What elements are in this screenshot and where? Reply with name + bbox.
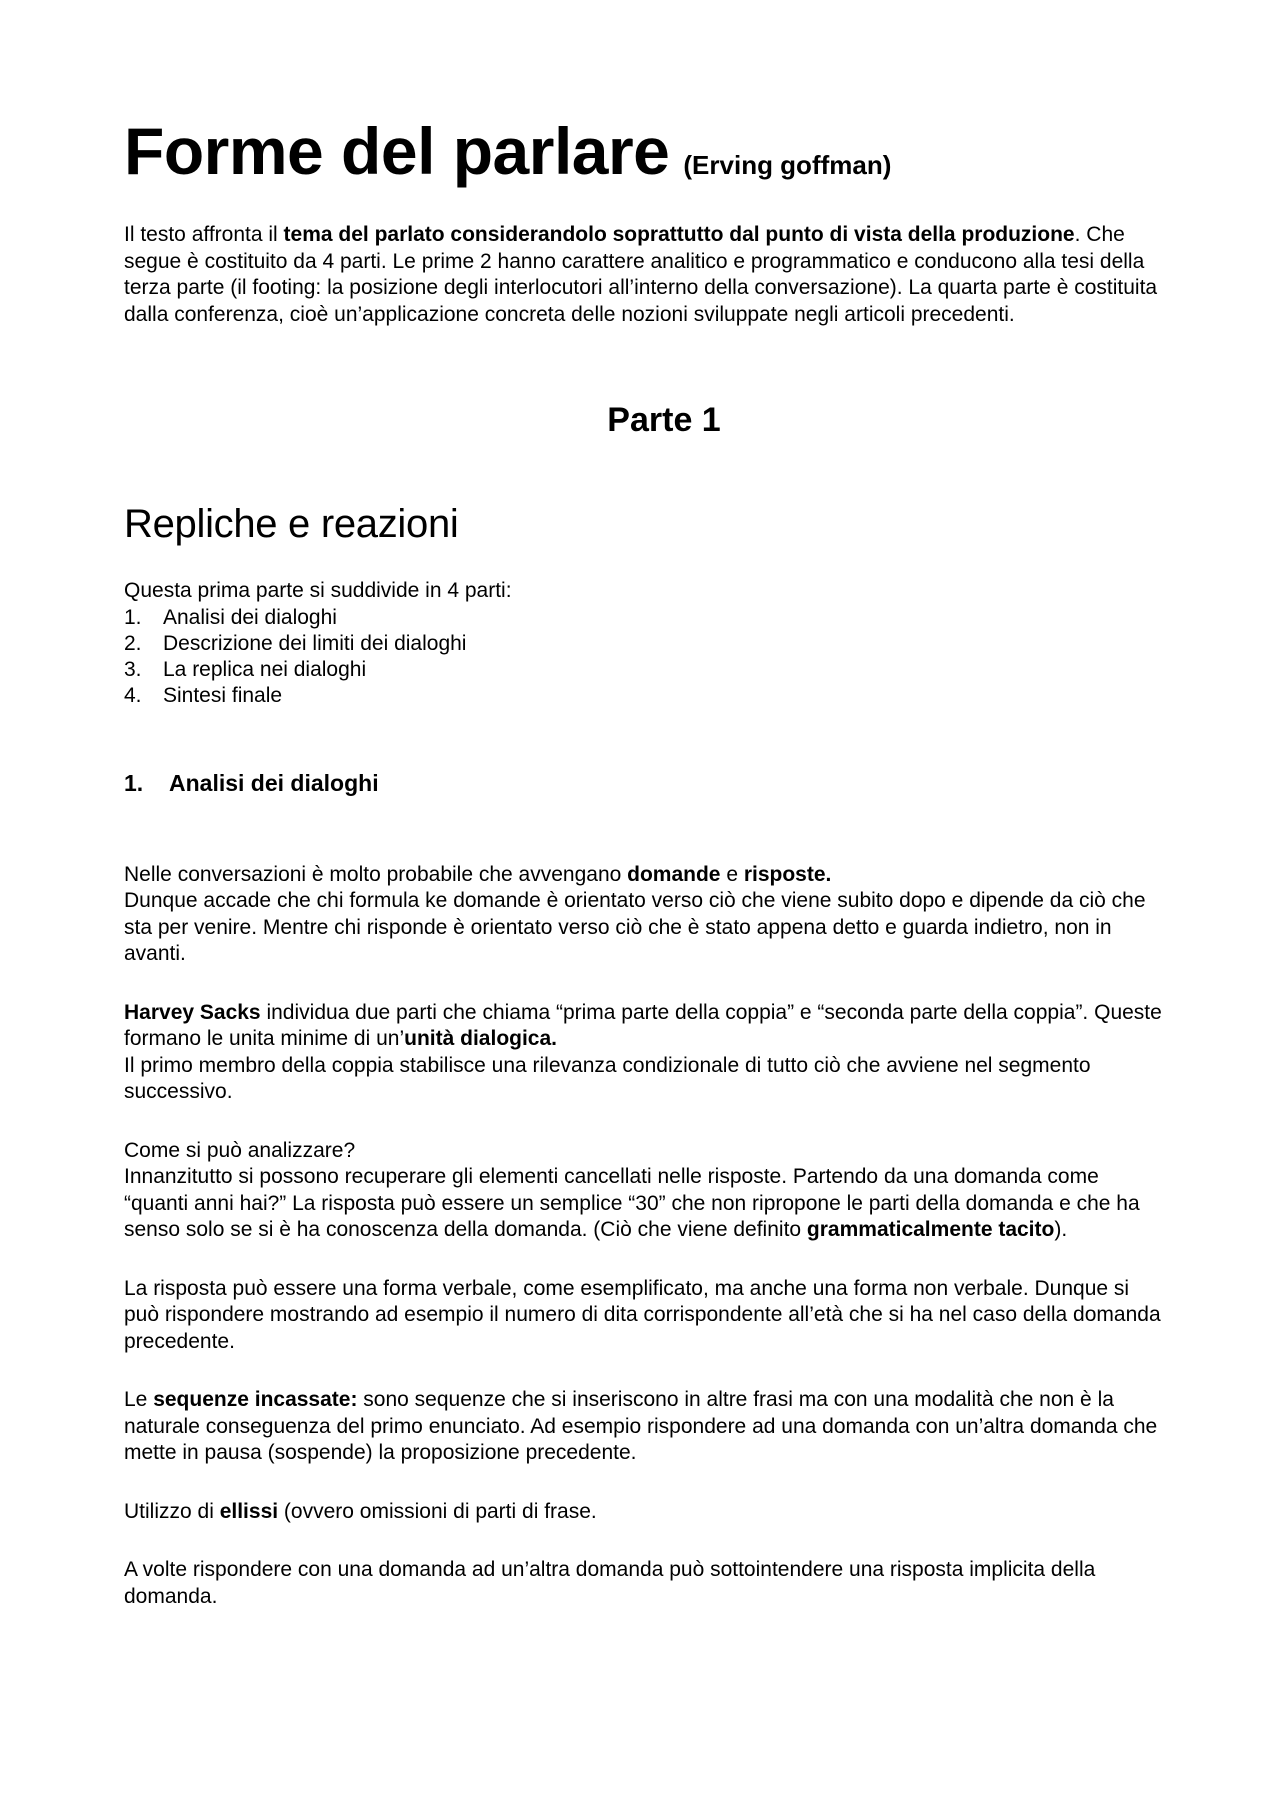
outline-item-label: Descrizione dei limiti dei dialoghi [163, 631, 467, 655]
outline-item [124, 631, 1164, 657]
paragraph-harvey-sacks [124, 1000, 1164, 1106]
outline-item [124, 657, 1164, 683]
title-subtitle-author: (Erving goffman) [683, 150, 892, 180]
paragraph-ellissi [124, 1499, 1164, 1526]
p1-text-1: Nelle conversazioni è molto probabile che avvengano [124, 862, 628, 886]
outline-item [124, 683, 1164, 709]
p4-text: La risposta può essere una forma verbale, come esemplificato, ma anche una forma non verbale. Dunque si può rispondere mostrando ad esempio il numero di dita corrispondente all’età che si ha nel caso della domanda precedente. [124, 1276, 1161, 1353]
document-title [124, 114, 1164, 188]
outline-item-label: Analisi dei dialoghi [163, 605, 337, 629]
p2-bold-unita-dialogica: unità dialogica. [404, 1027, 557, 1050]
paragraph-analysis [124, 1138, 1164, 1244]
p5-text-1: Le [124, 1388, 154, 1411]
intro-paragraph [124, 222, 1164, 328]
p5-bold-sequenze-incassate: sequenze incassate: [153, 1388, 358, 1411]
outline-lead: Questa prima parte si suddivide in 4 parti: [124, 579, 512, 602]
subsection-title: Analisi dei dialoghi [169, 769, 379, 796]
intro-text-2: . Che segue è costituito da 4 parti. Le prime 2 hanno carattere analitico e programmatico e conducono alla tesi della terza parte (il footing: la posizione degli interlocutori all’interno della conversazione). La quarta parte è costituita dalla conferenza, cioè un’applicazione concreta delle nozioni sviluppate negli articoli precedenti. [124, 223, 1158, 326]
subsection-number: 1. [124, 769, 144, 796]
p5-text-2: sono sequenze che si inseriscono in altre frasi ma con una modalità che non è la naturale conseguenza del primo enunciato. Ad esempio rispondere ad una domanda con un’altra domanda che mette in pausa (sospende) la proposizione precedente. [124, 1388, 1158, 1464]
p1-bold-risposte: risposte. [743, 862, 832, 886]
p2-text-1: individua due parti che chiama “prima parte della coppia” e “seconda parte della coppia”. Queste formano le unita minime di un’ [124, 1000, 1162, 1050]
outline-item-label: La replica nei dialoghi [163, 657, 367, 681]
title-main: Forme del parlare [124, 114, 670, 188]
p7-text: A volte rispondere con una domanda ad un’altra domanda può sottointendere una risposta implicita della domanda. [124, 1558, 1096, 1608]
paragraph-non-verbal [124, 1276, 1164, 1356]
outline-item-label: Sintesi finale [163, 683, 283, 707]
part-heading: Parte 1 [607, 401, 721, 439]
paragraph-questions-answers [124, 862, 1164, 968]
p3-question: Come si può analizzare? [124, 1138, 356, 1162]
p3-text-3: ). [1054, 1218, 1068, 1241]
p1-text-3: Dunque accade che chi formula ke domande è orientato verso ciò che viene subito dopo e dipende da ciò che sta per venire. Mentre chi risponde è orientato verso ciò che è stato appena detto e guarda indietro, non in avanti. [124, 889, 1146, 965]
outline-list [124, 605, 1164, 709]
outline-item [124, 605, 1164, 631]
document-content [124, 114, 1164, 1610]
intro-bold-1: tema del parlato considerandolo soprattutto dal punto di vista della produzione [283, 223, 1075, 246]
p3-text-2: Innanzitutto si possono recuperare gli elementi cancellati nelle risposte. Partendo da una domanda come “quanti anni hai?” La risposta può essere un semplice “30” che non ripropone le parti della domanda e che ha senso solo se si è ha conoscenza della domanda. (Ciò che viene definito [124, 1165, 1140, 1241]
p3-bold-grammaticalmente-tacito: grammaticalmente tacito [806, 1218, 1055, 1241]
intro-text-1: Il testo affronta il [124, 223, 284, 246]
subsection-heading [124, 769, 1164, 797]
outline-item-number: 3. [124, 657, 142, 681]
p6-text-2: (ovvero omissioni di parti di frase. [278, 1499, 597, 1523]
p1-text-2: e [720, 862, 744, 886]
outline-item-number: 4. [124, 683, 142, 707]
p2-bold-harvey-sacks: Harvey Sacks [124, 1000, 261, 1024]
outline-item-number: 1. [124, 605, 142, 629]
p6-bold-ellissi: ellissi [219, 1499, 279, 1523]
p6-text-1: Utilizzo di [124, 1499, 220, 1523]
p1-bold-domande: domande [627, 862, 721, 886]
paragraph-sequenze-incassate [124, 1387, 1164, 1467]
paragraph-question-with-question [124, 1557, 1164, 1610]
p2-text-2: Il primo membro della coppia stabilisce una rilevanza condizionale di tutto ciò che avviene nel segmento successivo. [124, 1053, 1091, 1103]
section-title: Repliche e reazioni [124, 502, 459, 546]
outline-item-number: 2. [124, 631, 142, 655]
